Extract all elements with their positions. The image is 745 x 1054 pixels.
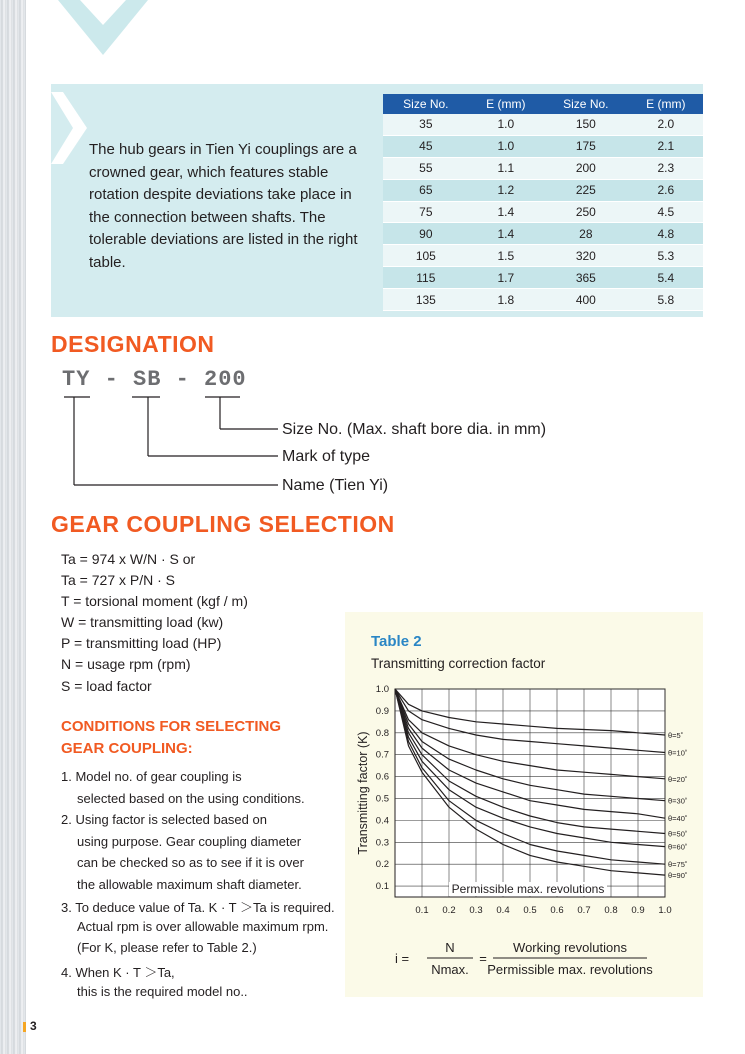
table-cell: 225: [543, 179, 629, 201]
x-tick-label: 0.9: [631, 905, 645, 916]
y-tick-label: 1.0: [375, 684, 389, 695]
y-tick-label: 0.3: [375, 837, 389, 849]
formula-denominator-nmax: Nmax.: [431, 962, 469, 977]
table-cell: 320: [543, 245, 629, 267]
table-cell: 1.0: [469, 135, 543, 157]
table-cell: 1.2: [469, 179, 543, 201]
condition-line: selected based on the using conditions.: [77, 791, 305, 806]
condition-line: this is the required model no..: [77, 984, 248, 999]
y-tick-label: 0.2: [375, 859, 389, 871]
x-tick-label: 0.7: [577, 905, 591, 916]
formula-equals: =: [479, 951, 487, 966]
table-cell: 5.3: [629, 245, 703, 267]
condition-line: 4. When K · T ＞Ta,: [61, 965, 175, 980]
table-row: [383, 135, 703, 157]
chevron-right-icon: [51, 92, 91, 172]
y-tick-label: 0.8: [375, 727, 389, 739]
series-label: θ=50˚: [668, 829, 688, 839]
designation-code: TY - SB - 200: [62, 367, 247, 392]
formula-numerator-working: Working revolutions: [513, 940, 627, 955]
table-row: [383, 245, 703, 267]
formula-line: T = torsional moment (kgf / m): [61, 593, 248, 609]
y-tick-label: 0.7: [375, 749, 389, 761]
table-row: [383, 179, 703, 201]
condition-line: the allowable maximum shaft diameter.: [77, 877, 302, 892]
condition-line: Actual rpm is over allowable maximum rpm.: [77, 919, 329, 934]
y-tick-label: 0.6: [375, 771, 389, 783]
y-axis-label: Transmitting factor (K): [356, 731, 370, 855]
table2-title: Table 2: [371, 633, 422, 650]
chevron-down-icon: [58, 0, 148, 55]
table-cell: 115: [383, 267, 469, 289]
page-number: 3: [30, 1019, 37, 1033]
condition-line: (For K, please refer to Table 2.): [77, 940, 257, 955]
table-cell: 1.0: [469, 114, 543, 135]
condition-line: 2. Using factor is selected based on: [61, 812, 267, 827]
intro-text: The hub gears in Tien Yi couplings are a crowned gear, which features stable rotation despite deviations take place in the connection between shafts. The tolerable deviations are listed in the right table.: [89, 141, 358, 271]
table-cell: 2.3: [629, 157, 703, 179]
x-tick-label: 0.3: [469, 905, 483, 916]
table-cell: 150: [543, 114, 629, 135]
series-label: θ=10˚: [668, 748, 688, 758]
table-cell: 400: [543, 289, 629, 311]
ratio-formula: [395, 937, 655, 981]
designation-heading: DESIGNATION: [51, 331, 215, 357]
x-tick-label: 0.6: [550, 905, 564, 916]
table-cell: 65: [383, 179, 469, 201]
y-tick-label: 0.9: [375, 705, 389, 717]
condition-line: can be checked so as to see if it is over: [77, 855, 304, 870]
x-tick-label: 0.1: [415, 905, 429, 916]
designation-leader-lines: [60, 395, 290, 495]
table-cell: 5.8: [629, 289, 703, 311]
side-stripe: [0, 0, 26, 1054]
series-label: θ=75˚: [668, 860, 688, 870]
conditions-heading-line: CONDITIONS FOR SELECTING: [61, 718, 282, 735]
column-header: E (mm): [629, 94, 703, 114]
table-cell: 1.7: [469, 267, 543, 289]
x-tick-label: 0.5: [523, 905, 537, 916]
table2-subtitle: Transmitting correction factor: [371, 656, 546, 671]
table-row: [383, 289, 703, 311]
formula-line: W = transmitting load (kw): [61, 614, 224, 630]
formula-lhs: i =: [395, 951, 410, 966]
table-cell: 55: [383, 157, 469, 179]
table-cell: 105: [383, 245, 469, 267]
formula-line: S = load factor: [61, 678, 152, 694]
table-cell: 35: [383, 114, 469, 135]
table-row: [383, 223, 703, 245]
table-cell: 1.4: [469, 201, 543, 223]
table-row: [383, 157, 703, 179]
table-cell: 5.4: [629, 267, 703, 289]
table-cell: 90: [383, 223, 469, 245]
formula-line: P = transmitting load (HP): [61, 635, 222, 651]
conditions-heading: [61, 716, 281, 760]
designation-size-label: Size No. (Max. shaft bore dia. in mm): [282, 421, 547, 438]
formula-line: Ta = 974 x W/N · S or: [61, 551, 196, 567]
x-tick-label: 0.8: [604, 905, 618, 916]
column-header: Size No.: [383, 94, 469, 114]
table-cell: 365: [543, 267, 629, 289]
series-label: θ=20˚: [668, 774, 688, 784]
formula-numerator-n: N: [445, 940, 455, 955]
formula-line: N = usage rpm (rpm): [61, 656, 191, 672]
table-cell: 135: [383, 289, 469, 311]
table-row: [383, 114, 703, 135]
column-header: E (mm): [469, 94, 543, 114]
x-tick-label: 0.4: [496, 905, 510, 916]
table-cell: 28: [543, 223, 629, 245]
selection-heading: GEAR COUPLING SELECTION: [51, 511, 395, 537]
column-header: Size No.: [543, 94, 629, 114]
conditions-heading-line: GEAR COUPLING:: [61, 740, 193, 757]
table-cell: 2.1: [629, 135, 703, 157]
series-label: θ=60˚: [668, 842, 688, 852]
formula-denominator-permissible: Permissible max. revolutions: [487, 962, 653, 977]
y-tick-label: 0.1: [375, 881, 389, 893]
series-label: θ=90˚: [668, 871, 688, 881]
formula-line: Ta = 727 x P/N · S: [61, 572, 175, 588]
series-label: θ=5˚: [668, 730, 684, 740]
designation-type-label: Mark of type: [282, 448, 371, 465]
table-cell: 1.8: [469, 289, 543, 311]
table-cell: 4.8: [629, 223, 703, 245]
condition-line: using purpose. Gear coupling diameter: [77, 834, 302, 849]
table-cell: 1.1: [469, 157, 543, 179]
deviation-table: [383, 94, 703, 311]
table-cell: 4.5: [629, 201, 703, 223]
table-cell: 2.0: [629, 114, 703, 135]
table-header-row: [383, 94, 703, 114]
page-number-marker: [23, 1022, 26, 1032]
table-cell: 45: [383, 135, 469, 157]
table-cell: 75: [383, 201, 469, 223]
x-tick-label: 1.0: [658, 905, 672, 916]
table-cell: 250: [543, 201, 629, 223]
condition-line: 1. Model no. of gear coupling is: [61, 769, 242, 784]
series-label: θ=40˚: [668, 814, 688, 824]
x-tick-label: 0.2: [442, 905, 456, 916]
condition-line: 3. To deduce value of Ta. K · T ＞Ta is required.: [61, 900, 335, 915]
correction-factor-chart: [345, 680, 703, 920]
x-axis-label: Permissible max. revolutions: [451, 882, 605, 896]
table-cell: 200: [543, 157, 629, 179]
table-cell: 175: [543, 135, 629, 157]
designation-name-label: Name (Tien Yi): [282, 477, 389, 494]
y-tick-label: 0.5: [375, 793, 389, 805]
table-row: [383, 267, 703, 289]
table-row: [383, 201, 703, 223]
table-cell: 1.5: [469, 245, 543, 267]
table-cell: 1.4: [469, 223, 543, 245]
series-label: θ=30˚: [668, 796, 688, 806]
table-cell: 2.6: [629, 179, 703, 201]
y-tick-label: 0.4: [375, 815, 389, 827]
